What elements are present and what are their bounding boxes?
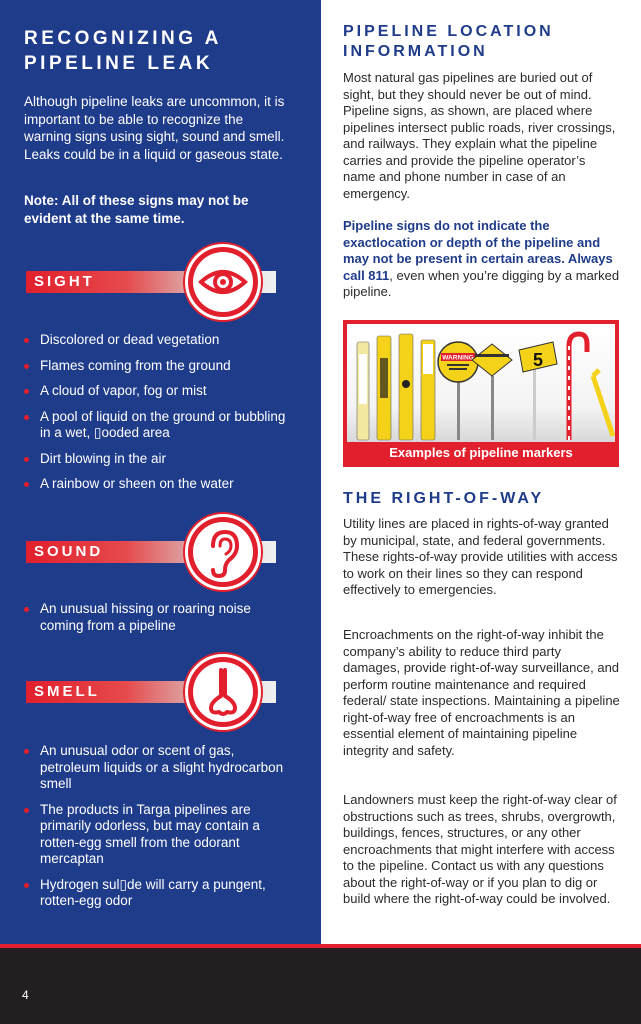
- ear-icon: [193, 522, 253, 582]
- pipeline-markers-image: [343, 320, 619, 467]
- list-item: A pool of liquid on the ground or bubbling in a wet, ▯ooded area: [24, 409, 294, 442]
- sound-circle: [185, 514, 261, 590]
- location-paragraph: Most natural gas pipelines are buried out of sight, but they should never be out of mind. Pipeline signs, as shown, are placed where pipelines intersect public roads, river crossings, and railways. They explain what the pipeline carries and provide the pipeline operator’s name and phone number in case of an emergency.: [343, 70, 616, 201]
- list-item: Hydrogen sul▯de will carry a pungent, rotten-egg odor: [24, 877, 294, 910]
- right-column: [321, 0, 641, 944]
- smell-list: [24, 743, 294, 919]
- smell-header: [0, 654, 321, 730]
- right-of-way-paragraph-1: Utility lines are placed in rights-of-way granted by municipal, state, and federal governments. These rights-of-way provide utilities with access to work on their lines so they can respond effectively to emergencies.: [343, 516, 618, 597]
- footer: [0, 948, 641, 1024]
- list-item: Flames coming from the ground: [24, 358, 294, 375]
- leak-title: RECOGNIZING A PIPELINE LEAK: [24, 28, 222, 74]
- signs-warning: Pipeline signs do not indicate the exactlocation or depth of the pipeline and may not be present in certain areas. Always call 811: [343, 218, 613, 283]
- list-item: Dirt blowing in the air: [24, 451, 294, 468]
- marker-number: 5: [532, 350, 544, 370]
- list-item: A rainbow or sheen on the water: [24, 476, 294, 493]
- list-item: The products in Targa pipelines are primarily odorless, but may contain a rotten-egg smell from the odorant mercaptan: [24, 802, 294, 868]
- sight-circle: [185, 244, 261, 320]
- right-of-way-paragraph-3: Landowners must keep the right-of-way clear of obstructions such as trees, shrubs, overgrowth, buildings, fences, structures, or any other encroachments that might interfere with access to the pipeline. Contact us with any questions about the right-of-way or if you plan to dig or build where the right-of-way could be involved.: [343, 792, 617, 906]
- eye-icon: [193, 252, 253, 312]
- sight-list: [24, 332, 294, 502]
- smell-label: SMELL: [34, 683, 100, 700]
- list-item: A cloud of vapor, fog or mist: [24, 383, 294, 400]
- sound-header: [0, 514, 321, 590]
- leak-note: Note: All of these signs may not be evident at the same time.: [24, 193, 249, 226]
- page-number: 4: [22, 988, 29, 1002]
- right-of-way-title: THE RIGHT-OF-WAY: [343, 490, 545, 507]
- smell-circle: [185, 654, 261, 730]
- list-item: An unusual hissing or roaring noise coming from a pipeline: [24, 601, 294, 634]
- sight-label: SIGHT: [34, 273, 95, 290]
- nose-icon: [193, 662, 253, 722]
- sound-label: SOUND: [34, 543, 104, 560]
- right-of-way-paragraph-2: Encroachments on the right-of-way inhibit the company’s ability to reduce third party damages, provide right-of-way surveillance, and perform routine maintenance and required federal/ state inspections. Maintaining a pipeline right-of-way free of encroachments is an essential element of maintaining pipeline integrity and safety.: [343, 627, 620, 758]
- sight-header: [0, 244, 321, 320]
- markers-scene: [347, 324, 615, 442]
- leak-intro: Although pipeline leaks are uncommon, it is important to be able to recognize the warning signs using sight, sound and smell. Leaks could be in a liquid or gaseous state.: [24, 94, 285, 162]
- markers-caption: Examples of pipeline markers: [347, 442, 615, 463]
- left-column: [0, 0, 321, 944]
- list-item: An unusual odor or scent of gas, petroleum liquids or a slight hydrocarbon smell: [24, 743, 294, 793]
- warning-text: WARNING: [442, 354, 474, 362]
- location-title: PIPELINE LOCATION INFORMATION: [343, 23, 554, 60]
- signs-paragraph: [343, 218, 623, 301]
- list-item: Discolored or dead vegetation: [24, 332, 294, 349]
- sound-list: [24, 601, 294, 643]
- signs-rest: , even when you’re digging by a marked pipeline.: [343, 267, 620, 299]
